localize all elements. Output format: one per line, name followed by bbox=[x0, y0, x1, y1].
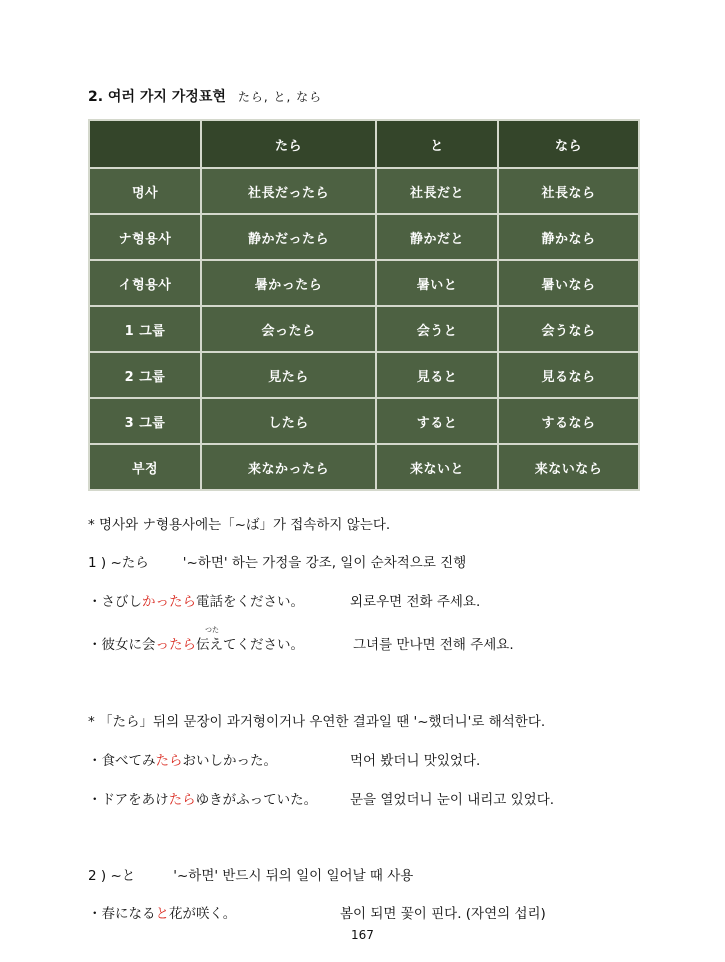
example-sentence bbox=[88, 590, 304, 610]
cell-nara: するなら bbox=[498, 398, 639, 444]
example-highlight: たら bbox=[168, 792, 196, 808]
cell-to: 見ると bbox=[376, 352, 498, 398]
section-to-desc: '~하면' 반드시 뒤의 일이 일어날 때 사용 bbox=[173, 868, 414, 884]
conditional-table bbox=[88, 119, 640, 491]
table-header-row bbox=[89, 120, 639, 168]
table-row bbox=[89, 444, 639, 490]
example-sentence bbox=[88, 788, 317, 808]
row-label: イ형용사 bbox=[89, 260, 201, 306]
example-sentence bbox=[88, 749, 277, 769]
cell-nara: 見るなら bbox=[498, 352, 639, 398]
section-tara-desc: '~하면' 하는 가정을 강조, 일이 순차적으로 진행 bbox=[182, 555, 467, 571]
section-to-heading bbox=[88, 864, 413, 884]
cell-tara: したら bbox=[201, 398, 376, 444]
cell-to: 社長だと bbox=[376, 168, 498, 214]
row-label: ナ형용사 bbox=[89, 214, 201, 260]
example-translation: 외로우면 전화 주세요. bbox=[350, 594, 481, 610]
page-number: 167 bbox=[351, 928, 374, 942]
furigana: つた bbox=[205, 626, 219, 634]
example-translation: 먹어 봤더니 맛있었다. bbox=[350, 753, 481, 769]
heading-forms: たら, と, なら bbox=[237, 90, 323, 104]
cell-to: 会うと bbox=[376, 306, 498, 352]
table-corner-cell bbox=[89, 120, 201, 168]
table-row bbox=[89, 352, 639, 398]
cell-tara: 社長だったら bbox=[201, 168, 376, 214]
row-label: 1 그룹 bbox=[89, 306, 201, 352]
column-header-nara: なら bbox=[498, 120, 639, 168]
section-tara-title: 1 ) ~たら bbox=[88, 555, 149, 571]
example-jp-text: ・さびし bbox=[88, 594, 142, 610]
example-translation: 문을 열었더니 눈이 내리고 있었다. bbox=[350, 792, 555, 808]
cell-to: 暑いと bbox=[376, 260, 498, 306]
example-jp-text: ゆきがふっていた。 bbox=[195, 792, 318, 808]
column-header-tara: たら bbox=[201, 120, 376, 168]
example-jp-text: ・食べてみ bbox=[88, 753, 156, 769]
example-jp-text: ・ドアをあけ bbox=[88, 792, 169, 808]
table-row bbox=[89, 398, 639, 444]
example-sentence bbox=[88, 902, 236, 922]
example-highlight: たら bbox=[155, 753, 183, 769]
section-to-title: 2 ) ~と bbox=[88, 868, 136, 884]
column-header-to: と bbox=[376, 120, 498, 168]
cell-tara: 暑かったら bbox=[201, 260, 376, 306]
note-tara-past: * 「たら」뒤의 문장이 과거형이거나 우연한 결과일 땐 '~했더니'로 해석한다. bbox=[88, 714, 546, 730]
example-highlight: かったら bbox=[142, 594, 196, 610]
cell-to: 来ないと bbox=[376, 444, 498, 490]
row-label: 명사 bbox=[89, 168, 201, 214]
cell-to: すると bbox=[376, 398, 498, 444]
cell-tara: 会ったら bbox=[201, 306, 376, 352]
example-jp-text: 花が咲く。 bbox=[169, 906, 237, 922]
cell-nara: 社長なら bbox=[498, 168, 639, 214]
cell-nara: 会うなら bbox=[498, 306, 639, 352]
section-tara-heading bbox=[88, 551, 466, 571]
cell-tara: 来なかったら bbox=[201, 444, 376, 490]
table-row bbox=[89, 214, 639, 260]
example-jp-text: 電話をください。 bbox=[196, 594, 304, 610]
row-label: 2 그룹 bbox=[89, 352, 201, 398]
table-row bbox=[89, 168, 639, 214]
example-jp-text: ・春になる bbox=[88, 906, 156, 922]
cell-tara: 静かだったら bbox=[201, 214, 376, 260]
example-translation: 그녀를 만나면 전해 주세요. bbox=[353, 637, 514, 653]
cell-nara: 暑いなら bbox=[498, 260, 639, 306]
example-jp-text: 伝えてください。 bbox=[196, 637, 304, 653]
cell-nara: 静かなら bbox=[498, 214, 639, 260]
table-row bbox=[89, 306, 639, 352]
cell-nara: 来ないなら bbox=[498, 444, 639, 490]
row-label: 부정 bbox=[89, 444, 201, 490]
example-jp-text: ・彼女に会 bbox=[88, 637, 156, 653]
example-sentence bbox=[88, 633, 304, 653]
section-heading bbox=[88, 86, 322, 106]
row-label: 3 그룹 bbox=[89, 398, 201, 444]
example-highlight: ったら bbox=[155, 637, 196, 653]
cell-to: 静かだと bbox=[376, 214, 498, 260]
table-row bbox=[89, 260, 639, 306]
cell-tara: 見たら bbox=[201, 352, 376, 398]
example-translation: 봄이 되면 꽃이 핀다. (자연의 섭리) bbox=[340, 906, 546, 922]
heading-title: 2. 여러 가지 가정표현 bbox=[88, 89, 226, 105]
example-jp-text: おいしかった。 bbox=[182, 753, 277, 769]
example-highlight: と bbox=[155, 906, 169, 922]
note-ba: * 명사와 ナ형용사에는「~ば」가 접속하지 않는다. bbox=[88, 517, 391, 533]
